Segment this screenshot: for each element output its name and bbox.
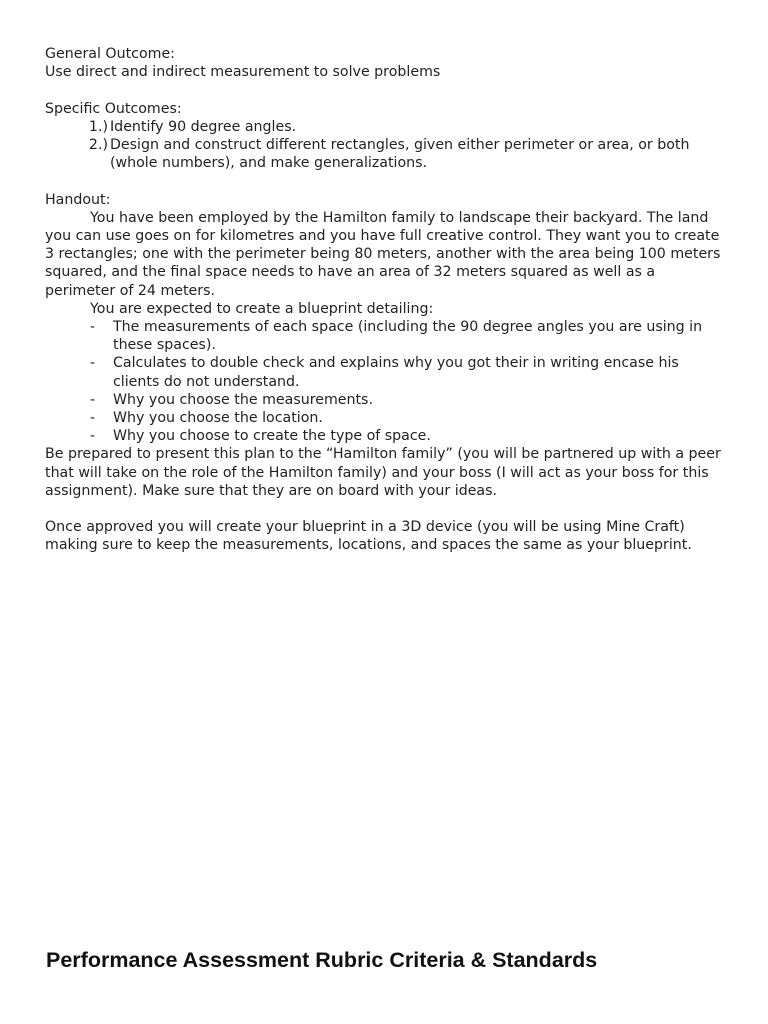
blueprint-intro: You are expected to create a blueprint detailing:: [90, 300, 434, 317]
document-body: [45, 45, 725, 555]
specific-outcomes-heading: Specific Outcomes:: [45, 100, 182, 117]
list-item: [66, 118, 725, 136]
list-item-text: Calculates to double check and explains why you got their in writing encase his clients do not understand.: [113, 355, 679, 390]
list-item-text: Why you choose the measurements.: [113, 391, 373, 408]
bullet-dash: -: [90, 410, 96, 427]
rubric-title: Performance Assessment Rubric Criteria & Standards: [46, 948, 598, 972]
handout-heading: Handout:: [45, 191, 111, 208]
blueprint-list: [45, 318, 725, 445]
list-item-text: Why you choose to create the type of space.: [113, 428, 431, 445]
approved-paragraph: Once approved you will create your blueprint in a 3D device (you will be using Mine Craft) making sure to keep the measurements, locations, and spaces the same as your blueprint.: [45, 519, 692, 554]
list-item: [66, 136, 725, 172]
list-item: [45, 427, 725, 445]
list-item-text: The measurements of each space (including the 90 degree angles you are using in these spaces).: [113, 319, 703, 354]
handout-intro: You have been employed by the Hamilton family to landscape their backyard. The land you can use goes on for kilometres and you have full creative control. They want you to create 3 rectangles; one with the perimeter being 80 meters, another with the area being 100 meters squared, and the final space needs to have an area of 32 meters squared as well as a perimeter of 24 meters.: [45, 209, 721, 299]
bullet-dash: -: [90, 428, 96, 445]
general-outcome-heading: General Outcome:: [45, 46, 175, 62]
specific-outcomes-list: [45, 118, 725, 173]
list-item-text: Why you choose the location.: [113, 410, 323, 427]
list-item: [45, 391, 725, 409]
bullet-dash: -: [90, 355, 96, 372]
list-item: [45, 354, 725, 390]
list-item: [45, 318, 725, 354]
present-paragraph: Be prepared to present this plan to the “Hamilton family” (you will be partnered up with a peer that will take on the role of the Hamilton family) and your boss (I will act as your boss for this assignment). Make sure that they are on board with your ideas.: [45, 446, 721, 499]
list-item-text: Design and construct different rectangles, given either perimeter or area, or both (whole numbers), and make generalizations.: [110, 137, 690, 172]
list-item-text: Identify 90 degree angles.: [110, 118, 297, 135]
general-outcome-text: Use direct and indirect measurement to solve problems: [45, 64, 441, 81]
bullet-dash: -: [90, 319, 96, 336]
list-item: [45, 409, 725, 427]
list-item-number: 2.): [88, 137, 108, 153]
bullet-dash: -: [90, 391, 96, 408]
list-item-number: 1.): [88, 118, 108, 135]
